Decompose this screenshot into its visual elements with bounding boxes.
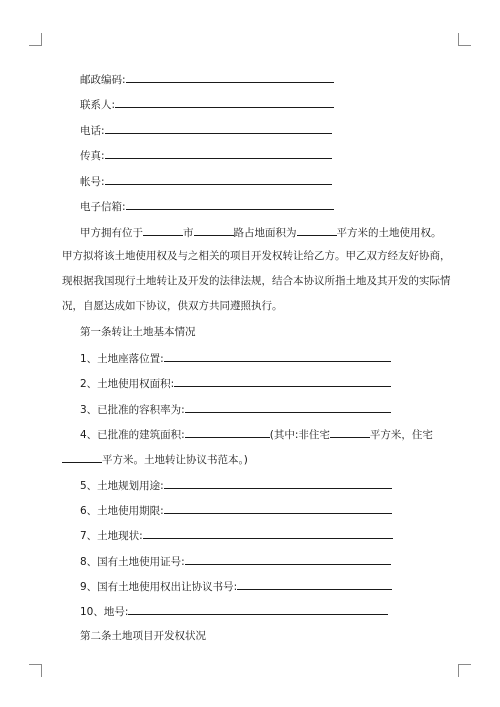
section-2-heading: 第二条土地项目开发权状况: [80, 630, 206, 642]
blank-residential[interactable]: [62, 451, 102, 463]
field-account: 帐号:: [80, 173, 332, 189]
blank-non-residential[interactable]: [330, 426, 370, 438]
blank-plot-ratio[interactable]: [185, 401, 391, 413]
blank-contact-person[interactable]: [115, 96, 334, 108]
blank-email[interactable]: [126, 198, 334, 210]
field-fax: 传真:: [80, 147, 332, 163]
blank-area[interactable]: [297, 224, 337, 236]
blank-building-area[interactable]: [185, 426, 270, 438]
blank-land-area[interactable]: [174, 375, 391, 387]
blank-land-location[interactable]: [164, 350, 391, 362]
blank-postal-code[interactable]: [126, 71, 334, 83]
item-lot-number: 10、地号:: [80, 603, 388, 619]
crop-mark-top-left: [29, 33, 42, 46]
blank-lot-number[interactable]: [128, 603, 388, 615]
crop-mark-bottom-right: [458, 664, 471, 677]
item-building-area-cont: 平方米。土地转让协议书范本。): [62, 451, 248, 467]
blank-transfer-agreement-no[interactable]: [237, 578, 392, 590]
field-contact-person: 联系人:: [80, 96, 334, 112]
crop-mark-bottom-left: [29, 664, 42, 677]
item-land-status: 7、土地现状:: [80, 527, 393, 543]
crop-mark-top-right: [458, 33, 471, 46]
blank-phone[interactable]: [105, 122, 332, 134]
intro-line-2: 甲方拟将该土地使用权及与之相关的项目开发权转让给乙方。甲乙双方经友好协商，: [62, 250, 451, 262]
item-plot-ratio: 3、已批准的容积率为:: [80, 401, 391, 417]
item-land-certificate: 8、国有土地使用证号:: [80, 553, 391, 569]
blank-land-status[interactable]: [143, 527, 393, 539]
item-land-area: 2、土地使用权面积:: [80, 375, 391, 391]
field-phone: 电话:: [80, 122, 332, 138]
blank-land-certificate[interactable]: [185, 553, 391, 565]
blank-account[interactable]: [105, 173, 332, 185]
intro-line-1: 甲方拥有位于 市 路占地面积为 平方米的土地使用权。: [80, 224, 442, 240]
intro-line-4: 况，自愿达成如下协议，供双方共同遵照执行。: [62, 300, 283, 312]
field-email: 电子信箱:: [80, 198, 334, 214]
blank-use-term[interactable]: [164, 502, 392, 514]
item-use-term: 6、土地使用期限:: [80, 502, 392, 518]
item-transfer-agreement-no: 9、国有土地使用权出让协议书号:: [80, 578, 392, 594]
item-land-location: 1、土地座落位置:: [80, 350, 391, 366]
item-planning-use: 5、土地规划用途:: [80, 477, 392, 493]
section-1-heading: 第一条转让土地基本情况: [80, 326, 196, 338]
blank-city[interactable]: [143, 224, 183, 236]
blank-road[interactable]: [194, 224, 234, 236]
item-building-area: 4、已批准的建筑面积: (其中:非住宅 平方米，住宅: [80, 426, 433, 442]
blank-planning-use[interactable]: [164, 477, 392, 489]
field-postal-code: 邮政编码:: [80, 71, 334, 87]
blank-fax[interactable]: [105, 147, 332, 159]
intro-line-3: 现根据我国现行土地转让及开发的法律法规，结合本协议所指土地及其开发的实际情: [62, 275, 451, 287]
